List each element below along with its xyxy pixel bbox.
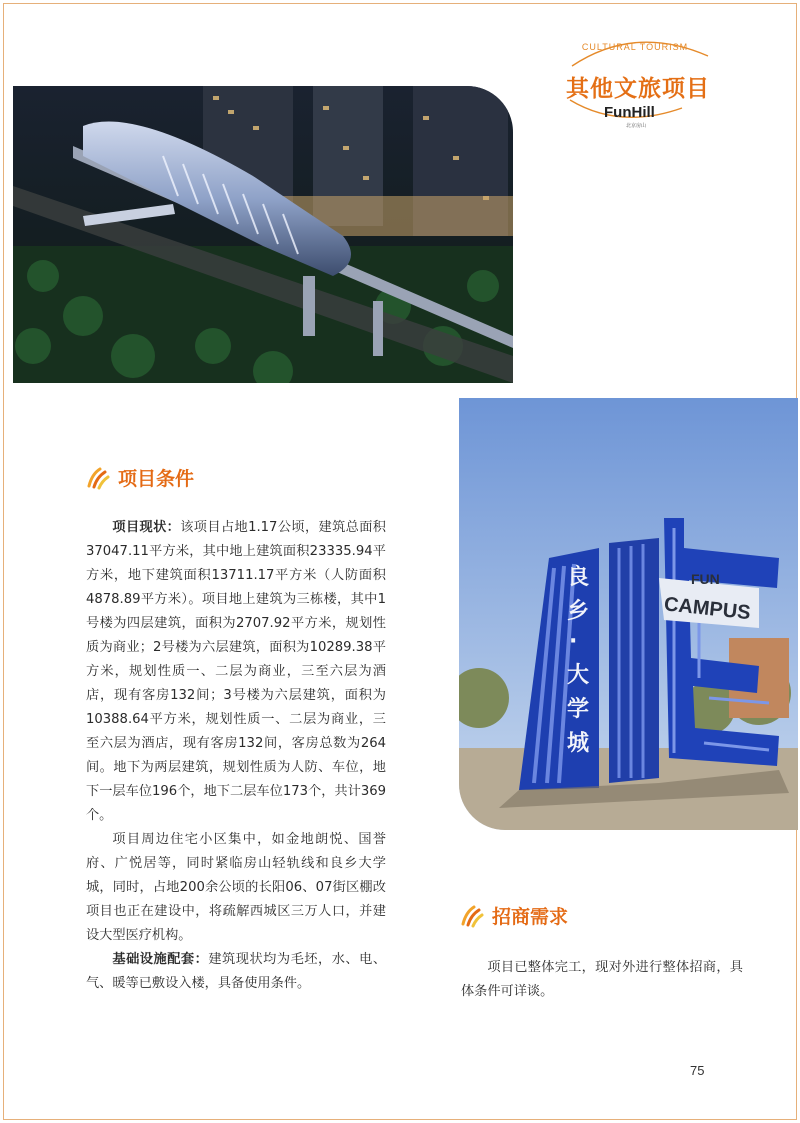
invest-text (461, 956, 743, 1004)
section-swoosh-icon (460, 904, 484, 928)
lead-status: 项目现状： (112, 520, 181, 535)
lead-infrastructure: 基础设施配套： (112, 952, 209, 967)
text-surroundings: 项目周边住宅小区集中，如金地朗悦、国誉府、广悦居等，同时紧临房山轻轨线和良乡大学城，同时，占地200余公顷的长阳06、07街区棚改项目也正在建设中，将疏解西城区三万人口，并建设大型医疗机构。 (86, 832, 386, 943)
paragraph-status (86, 516, 386, 828)
paragraph-surroundings (86, 828, 386, 948)
brand-logo (560, 26, 730, 136)
svg-text:CAMPUS: CAMPUS (662, 593, 752, 625)
project-conditions-text (86, 516, 386, 996)
logo-title: 其他文旅项目 (566, 76, 710, 102)
paragraph-infrastructure (86, 948, 386, 996)
elevated-rail-station-icon (13, 86, 513, 383)
section-invest-title: 招商需求 (492, 906, 569, 928)
logo-sub: 北京房山 (626, 123, 647, 129)
section-invest-heading (460, 902, 568, 929)
text-status: 该项目占地1.17公顷，建筑总面积37047.11平方米，其中地上建筑面积23335.94平方米，地下建筑面积13711.17平方米（人防面积4878.89平方米）。项目地上建筑为三栋楼，其中1号楼为四层建筑，面积为2707.92平方米，规划性质为商业；2号楼为六层建筑，面积为10289.38平方米，规划性质一、二层为商业，三至六层为酒店，现有客房132间；3号楼为六层建筑，面积为10388.64平方米，规划性质一、二层为商业，三至六层为酒店，现有客房132间，客房总数为264间。地下为两层建筑，规划性质为人防、车位，地下一层车位196个，地下二层车位173个，共计369个。 (86, 520, 386, 823)
section-project-heading (86, 464, 194, 491)
logo-brand: FunHill (604, 104, 655, 121)
paragraph-invest: 项目已整体完工，现对外进行整体招商，具体条件可详谈。 (461, 960, 743, 999)
svg-text:良乡·大学城: 良乡·大学城 (567, 565, 590, 756)
section-project-title: 项目条件 (118, 468, 195, 490)
campus-sign-photo (459, 398, 798, 830)
section-swoosh-icon (86, 466, 110, 490)
station-photo (13, 86, 513, 383)
page-number: 75 (690, 1063, 705, 1078)
text-infrastructure: 建筑现状均为毛坯，水、电、气、暖等已敷设入楼，具备使用条件。 (86, 952, 387, 991)
svg-text:FUN: FUN (691, 571, 720, 587)
logo-top-text: CULTURAL TOURISM (581, 42, 689, 52)
campus-sign-icon (459, 398, 798, 830)
